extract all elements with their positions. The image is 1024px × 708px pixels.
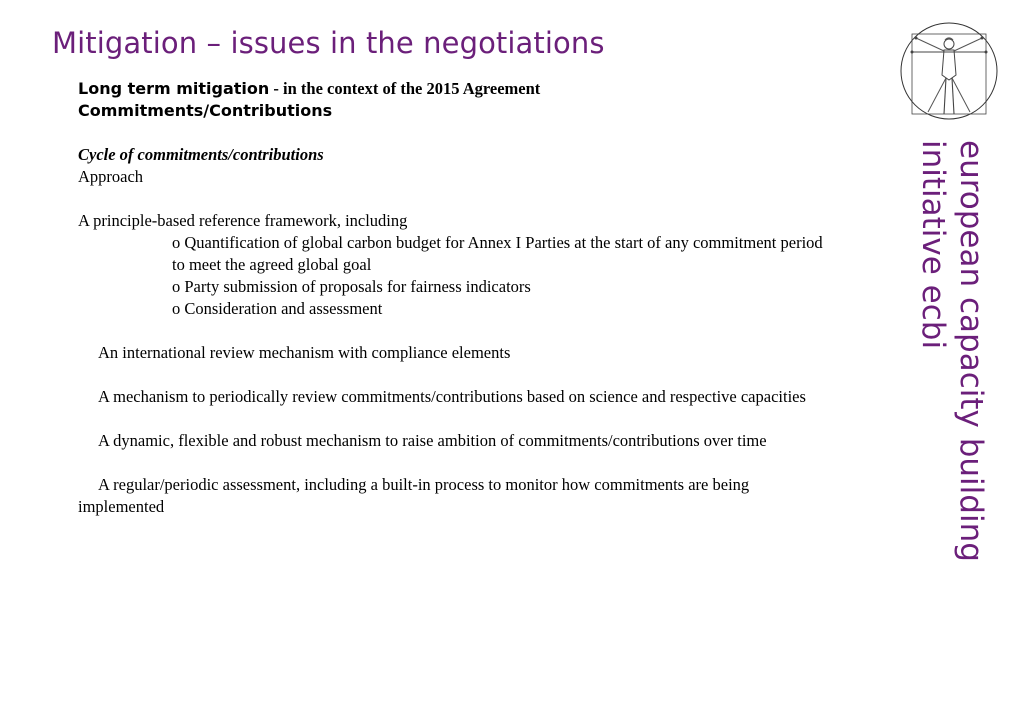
framework-item: o Quantification of global carbon budget for Annex I Parties at the start of any commitment period <box>172 233 823 252</box>
subheading-context: - in the context of the 2015 Agreement <box>269 79 541 98</box>
subheading-2: Commitments/Contributions <box>78 101 333 120</box>
brand-vertical-text <box>910 140 990 580</box>
brand-line-1: european capacity building <box>953 140 989 562</box>
point-item: A dynamic, flexible and robust mechanism to raise ambition of commitments/contributions over time <box>98 431 767 450</box>
framework-intro: A principle-based reference framework, including <box>78 211 408 230</box>
framework-item: o Party submission of proposals for fairness indicators <box>172 277 531 296</box>
approach-label: Approach <box>78 167 144 186</box>
page-title: Mitigation – issues in the negotiations <box>52 26 605 60</box>
point-item: A regular/periodic assessment, including a built-in process to monitor how commitments are being <box>98 475 750 494</box>
point-item-continuation: implemented <box>78 497 165 516</box>
subheading-bold: Long term mitigation <box>78 79 270 98</box>
slide-body <box>78 144 908 518</box>
subheading <box>78 78 540 100</box>
brand-line-2: initiative ecbi <box>915 140 951 350</box>
framework-item: to meet the agreed global goal <box>172 255 372 274</box>
point-item: An international review mechanism with compliance elements <box>98 343 511 362</box>
framework-item: o Consideration and assessment <box>172 299 383 318</box>
vitruvian-man-icon <box>898 20 1000 122</box>
point-item: A mechanism to periodically review commitments/contributions based on science and respective capacities <box>98 387 806 406</box>
section-heading: Cycle of commitments/contributions <box>78 145 324 164</box>
